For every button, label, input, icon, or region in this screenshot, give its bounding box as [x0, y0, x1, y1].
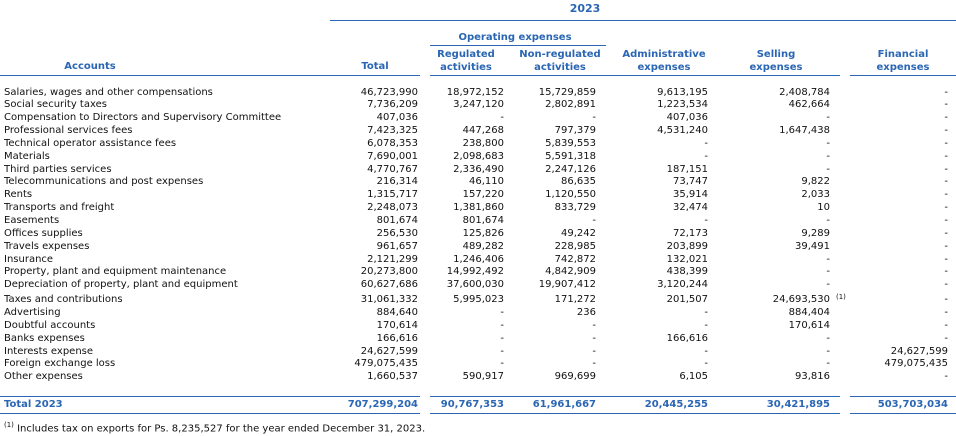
cell-account: Interests expense — [4, 345, 94, 357]
cell-regulated: 2,098,683 — [453, 150, 504, 162]
cell-financial: - — [944, 371, 948, 383]
cell-selling: 9,822 — [801, 176, 830, 188]
cell-administrative: - — [704, 358, 708, 370]
total-row — [0, 399, 956, 412]
cell-total: 2,121,299 — [367, 253, 418, 265]
cell-non-regulated: 5,591,318 — [545, 150, 596, 162]
cell-financial: - — [944, 112, 948, 124]
cell-administrative: 73,747 — [673, 176, 708, 188]
total-row-regulated: 90,767,353 — [440, 399, 504, 410]
cell-non-regulated: - — [592, 358, 596, 370]
cell-account: Telecommunications and post expenses — [4, 176, 204, 188]
cell-selling: - — [826, 150, 830, 162]
selling-header-line1: Selling — [756, 49, 796, 60]
footnote — [4, 421, 425, 434]
cell-selling: - — [826, 112, 830, 124]
cell-financial: - — [944, 294, 948, 306]
table-row — [0, 151, 956, 164]
cell-financial: - — [944, 266, 948, 278]
cell-regulated: 590,917 — [462, 371, 504, 383]
cell-regulated: - — [500, 332, 504, 344]
cell-financial: - — [944, 332, 948, 344]
total-rule-bottom-mid — [430, 413, 840, 414]
cell-selling: 93,816 — [795, 371, 830, 383]
cell-total: 256,530 — [376, 227, 418, 239]
cell-total: 2,248,073 — [367, 202, 418, 214]
cell-total: 46,723,990 — [360, 86, 418, 98]
cell-account: Materials — [4, 150, 50, 162]
cell-administrative: 6,105 — [679, 371, 708, 383]
financial-header-line2: expenses — [876, 62, 930, 73]
cell-administrative: 72,173 — [673, 227, 708, 239]
administrative-header — [616, 48, 712, 74]
cell-administrative: 32,474 — [673, 202, 708, 214]
total-row-financial: 503,703,034 — [877, 399, 948, 410]
cell-selling: 462,664 — [788, 99, 830, 111]
header-rule-right — [850, 75, 956, 76]
cell-total: 7,736,209 — [367, 99, 418, 111]
cell-regulated: 489,282 — [462, 240, 504, 252]
cell-total: 4,770,767 — [367, 163, 418, 175]
cell-selling: 2,408,784 — [779, 86, 830, 98]
cell-non-regulated: 5,839,553 — [545, 137, 596, 149]
cell-total: 170,614 — [376, 319, 418, 331]
cell-administrative: - — [704, 137, 708, 149]
cell-selling: - — [826, 137, 830, 149]
cell-administrative: 187,151 — [666, 163, 708, 175]
cell-administrative: 166,616 — [666, 332, 708, 344]
selling-header — [736, 48, 816, 74]
table-row — [0, 125, 956, 138]
cell-regulated: - — [500, 112, 504, 124]
total-header: Total — [361, 61, 389, 72]
cell-regulated: 2,336,490 — [453, 163, 504, 175]
table-row — [0, 279, 956, 292]
cell-selling: - — [826, 358, 830, 370]
administrative-header-line2: expenses — [637, 62, 691, 73]
cell-selling: 2,033 — [801, 189, 830, 201]
cell-account: Third parties services — [4, 163, 112, 175]
year-rule — [330, 20, 956, 21]
cell-regulated: 5,995,023 — [453, 294, 504, 306]
cell-total: 801,674 — [376, 215, 418, 226]
cell-non-regulated: - — [592, 319, 596, 331]
total-row-total: 707,299,204 — [347, 399, 418, 410]
cell-financial: 479,075,435 — [884, 358, 948, 370]
table-row — [0, 176, 956, 189]
cell-total: 20,273,800 — [360, 266, 418, 278]
total-rule-top-left — [0, 396, 420, 397]
table-row — [0, 254, 956, 267]
cell-administrative: 1,223,534 — [657, 99, 708, 111]
table-row — [0, 138, 956, 151]
cell-administrative: 132,021 — [666, 253, 708, 265]
table-row — [0, 371, 956, 384]
cell-account: Taxes and contributions — [4, 294, 123, 306]
cell-selling: 170,614 — [788, 319, 830, 331]
cell-account: Social security taxes — [4, 99, 107, 111]
cell-selling: - — [826, 163, 830, 175]
cell-non-regulated: - — [592, 345, 596, 357]
cell-financial: 24,627,599 — [890, 345, 948, 357]
cell-administrative: - — [704, 345, 708, 357]
cell-account: Insurance — [4, 253, 54, 265]
cell-total: 407,036 — [376, 112, 418, 124]
cell-selling: - — [826, 345, 830, 357]
regulated-header-line2: activities — [440, 62, 492, 73]
cell-non-regulated: 969,699 — [554, 371, 596, 383]
cell-non-regulated: 171,272 — [554, 294, 596, 306]
cell-total: 60,627,686 — [360, 279, 418, 291]
cell-account: Compensation to Directors and Supervisory Committee — [4, 112, 282, 124]
table-row — [0, 358, 956, 371]
total-rule-bottom-left — [0, 413, 420, 414]
cell-non-regulated: 2,247,126 — [545, 163, 596, 175]
cell-financial: - — [944, 189, 948, 201]
cell-total: 166,616 — [376, 332, 418, 344]
cell-regulated: - — [500, 345, 504, 357]
administrative-header-line1: Administrative — [622, 49, 706, 60]
cell-account: Transports and freight — [4, 202, 115, 214]
table-row — [0, 215, 956, 228]
cell-total: 1,660,537 — [367, 371, 418, 383]
table-row — [0, 266, 956, 279]
cell-account: Foreign exchange loss — [4, 358, 116, 370]
cell-non-regulated: - — [592, 112, 596, 124]
table-row — [0, 112, 956, 125]
cell-selling: - — [826, 266, 830, 278]
cell-non-regulated: 4,842,909 — [545, 266, 596, 278]
cell-financial: - — [944, 137, 948, 149]
total-row-non-regulated: 61,961,667 — [532, 399, 596, 410]
cell-regulated: 125,826 — [462, 227, 504, 239]
cell-total: 31,061,332 — [360, 294, 418, 306]
table-row — [0, 333, 956, 346]
cell-financial: - — [944, 319, 948, 331]
cell-regulated: 18,972,152 — [446, 86, 504, 98]
table-row — [0, 87, 956, 100]
cell-selling: - — [826, 253, 830, 265]
financial-header — [860, 48, 946, 74]
cell-regulated: - — [500, 306, 504, 318]
regulated-header — [428, 48, 504, 74]
cell-account: Doubtful accounts — [4, 319, 96, 331]
cell-selling: 9,289 — [801, 227, 830, 239]
cell-administrative: 203,899 — [666, 240, 708, 252]
cell-selling: - — [826, 332, 830, 344]
year-header: 2023 — [569, 2, 601, 15]
cell-total: 24,627,599 — [360, 345, 418, 357]
selling-header-line2: expenses — [749, 62, 803, 73]
cell-selling: 10 — [817, 202, 830, 214]
cell-financial: - — [944, 125, 948, 137]
cell-regulated: 157,220 — [462, 189, 504, 201]
cell-regulated: 1,381,860 — [453, 202, 504, 214]
cell-total: 7,423,325 — [367, 125, 418, 137]
footnote-mark: (1) — [4, 421, 14, 429]
table-row — [0, 241, 956, 254]
cell-financial: - — [944, 279, 948, 291]
table-row — [0, 320, 956, 333]
cell-selling: 39,491 — [795, 240, 830, 252]
cell-non-regulated: 19,907,412 — [538, 279, 596, 291]
cell-account: Rents — [4, 189, 33, 201]
cell-regulated: - — [500, 358, 504, 370]
cell-administrative: 4,531,240 — [657, 125, 708, 137]
cell-total: 961,657 — [376, 240, 418, 252]
cell-regulated: 14,992,492 — [446, 266, 504, 278]
table-row — [0, 294, 956, 307]
cell-non-regulated: 228,985 — [554, 240, 596, 252]
header-rule-left — [0, 75, 420, 76]
cell-financial: - — [944, 99, 948, 111]
cell-financial: - — [944, 202, 948, 214]
cell-non-regulated: 236 — [576, 306, 596, 318]
table-row — [0, 189, 956, 202]
cell-financial: - — [944, 163, 948, 175]
cell-administrative: 3,120,244 — [657, 279, 708, 291]
cell-financial: - — [944, 176, 948, 188]
cell-non-regulated: 742,872 — [554, 253, 596, 265]
cell-financial: - — [944, 240, 948, 252]
non-regulated-header-line2: activities — [534, 62, 586, 73]
cell-account: Banks expenses — [4, 332, 85, 344]
cell-account: Salaries, wages and other compensations — [4, 86, 213, 98]
cell-regulated: 801,674 — [462, 215, 504, 226]
cell-financial: - — [944, 215, 948, 226]
cell-non-regulated: - — [592, 332, 596, 344]
cell-non-regulated: - — [592, 215, 596, 226]
non-regulated-header-line1: Non-regulated — [519, 49, 601, 60]
cell-selling: - — [826, 215, 830, 226]
total-row-administrative: 20,445,255 — [644, 399, 708, 410]
header-rule-mid — [430, 75, 840, 76]
cell-selling: 24,693,530 — [772, 294, 830, 306]
total-rule-bottom-right — [850, 413, 956, 414]
cell-regulated: 447,268 — [462, 125, 504, 137]
cell-administrative: - — [704, 150, 708, 162]
total-rule-top-mid — [430, 396, 840, 397]
cell-account: Easements — [4, 215, 60, 226]
total-row-label: Total 2023 — [4, 399, 63, 410]
cell-regulated: 3,247,120 — [453, 99, 504, 111]
cell-financial: - — [944, 150, 948, 162]
cell-regulated: 1,246,406 — [453, 253, 504, 265]
cell-total: 1,315,717 — [367, 189, 418, 201]
total-row-selling: 30,421,895 — [766, 399, 830, 410]
cell-financial: - — [944, 86, 948, 98]
footnote-text: Includes tax on exports for Ps. 8,235,527 for the year ended December 31, 2023. — [17, 423, 426, 435]
cell-account: Offices supplies — [4, 227, 83, 239]
cell-regulated: 238,800 — [462, 137, 504, 149]
cell-administrative: - — [704, 215, 708, 226]
non-regulated-header — [514, 48, 606, 74]
cell-total: 216,314 — [376, 176, 418, 188]
cell-non-regulated: 1,120,550 — [545, 189, 596, 201]
cell-selling: 1,647,438 — [779, 125, 830, 137]
cell-administrative: 35,914 — [673, 189, 708, 201]
operating-expenses-rule — [430, 45, 606, 46]
cell-selling: - — [826, 279, 830, 291]
cell-total: 7,690,001 — [367, 150, 418, 162]
cell-administrative: - — [704, 306, 708, 318]
cell-financial: - — [944, 253, 948, 265]
cell-administrative: - — [704, 319, 708, 331]
cell-account: Depreciation of property, plant and equipment — [4, 279, 238, 291]
accounts-header: Accounts — [64, 61, 116, 72]
cell-non-regulated: 15,729,859 — [538, 86, 596, 98]
cell-account: Travels expenses — [4, 240, 90, 252]
cell-non-regulated: 797,379 — [554, 125, 596, 137]
footnote-reference: (1) — [836, 293, 846, 302]
cell-total: 884,640 — [376, 306, 418, 318]
regulated-header-line1: Regulated — [437, 49, 495, 60]
cell-administrative: 9,613,195 — [657, 86, 708, 98]
cell-regulated: 37,600,030 — [446, 279, 504, 291]
cell-non-regulated: 49,242 — [561, 227, 596, 239]
table-row — [0, 202, 956, 215]
cell-administrative: 438,399 — [666, 266, 708, 278]
cell-account: Professional services fees — [4, 125, 133, 137]
cell-administrative: 201,507 — [666, 294, 708, 306]
cell-non-regulated: 833,729 — [554, 202, 596, 214]
cell-selling: 884,404 — [788, 306, 830, 318]
table-row — [0, 307, 956, 320]
cell-regulated: 46,110 — [469, 176, 504, 188]
table-row — [0, 228, 956, 241]
cell-total: 479,075,435 — [354, 358, 418, 370]
financial-header-line1: Financial — [877, 49, 929, 60]
cell-administrative: 407,036 — [666, 112, 708, 124]
cell-total: 6,078,353 — [367, 137, 418, 149]
table-row — [0, 164, 956, 177]
cell-non-regulated: 2,802,891 — [545, 99, 596, 111]
cell-financial: - — [944, 306, 948, 318]
table-row — [0, 99, 956, 112]
operating-expenses-header: Operating expenses — [458, 32, 572, 43]
cell-account: Advertising — [4, 306, 61, 318]
cell-regulated: - — [500, 319, 504, 331]
cell-account: Other expenses — [4, 371, 83, 383]
cell-account: Technical operator assistance fees — [4, 137, 177, 149]
cell-financial: - — [944, 227, 948, 239]
total-rule-top-right — [850, 396, 956, 397]
cell-account: Property, plant and equipment maintenance — [4, 266, 227, 278]
cell-non-regulated: 86,635 — [561, 176, 596, 188]
table-row — [0, 346, 956, 359]
